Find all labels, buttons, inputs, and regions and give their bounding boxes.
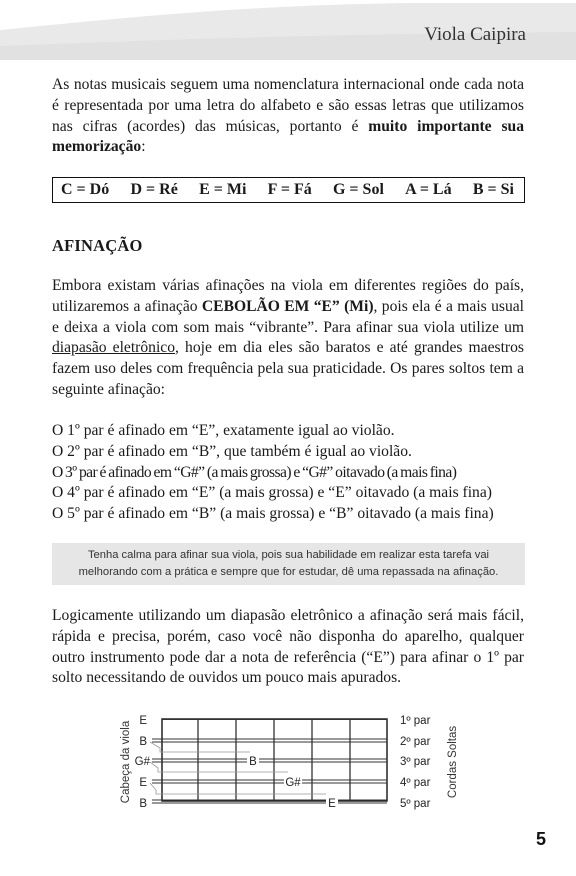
string-note-4: E bbox=[139, 777, 147, 789]
note-b: B = Si bbox=[472, 181, 514, 198]
string-note-1: E bbox=[139, 715, 147, 727]
note-f: F = Fá bbox=[267, 181, 312, 198]
pair-label-2: 2º par bbox=[400, 736, 431, 748]
note-c: C = Dó bbox=[61, 181, 110, 198]
tip-box bbox=[52, 543, 525, 585]
pairs-list bbox=[52, 421, 526, 525]
tuning-diagram bbox=[0, 704, 576, 844]
intro-paragraph bbox=[52, 75, 524, 158]
headstock-label: Cabeça da viola bbox=[120, 720, 132, 804]
fret-note-gsharp: G# bbox=[285, 777, 301, 789]
tuning-part2: , pois ela é a mais usual e deixa a viola com som mais “vibrante”. Para afinar sua viola utilize um bbox=[52, 297, 525, 336]
tuning-bold: CEBOLÃO EM “E” (Mi) bbox=[201, 297, 374, 315]
note-d: D = Ré bbox=[130, 181, 178, 198]
string-pair-2 bbox=[152, 739, 387, 742]
note-g: G = Sol bbox=[332, 181, 384, 198]
string-note-5: B bbox=[139, 798, 147, 810]
tip-line-2: melhorando com a prática e sempre que for estudar, dê uma repassada na afinação. bbox=[78, 566, 499, 578]
pair-label-1: 1º par bbox=[400, 715, 431, 727]
pair-line-1: O 1º par é afinado em “E”, exatamente igual ao violão. bbox=[52, 422, 395, 439]
note-e: E = Mi bbox=[199, 181, 247, 198]
page-number: 5 bbox=[535, 829, 546, 849]
fret-note-b: B bbox=[249, 756, 257, 768]
tuner-underlined: diapasão eletrônico bbox=[52, 339, 176, 357]
intro-bold: muito importante sua memorização bbox=[52, 117, 524, 156]
pair-label-5: 5º par bbox=[400, 798, 431, 810]
pair-label-4: 4º par bbox=[400, 777, 431, 789]
pair-line-5: O 5º par é afinado em “B” (a mais grossa) e “B” oitavado (a mais fina) bbox=[52, 505, 494, 523]
running-header-title: Viola Caipira bbox=[424, 24, 526, 45]
tip-line-1: Tenha calma para afinar sua viola, pois sua habilidade em realizar esta tarefa vai bbox=[87, 549, 490, 561]
tuning-part3: , hoje em dia eles são baratos e até grandes maestros fazem uso deles com frequência pela sua praticidade. Os pares soltos tem a seguinte afinação: bbox=[52, 339, 524, 398]
string-note-2: B bbox=[139, 736, 147, 748]
string-note-3: G# bbox=[134, 756, 150, 768]
intro-text: As notas musicais seguem uma nomenclatura internacional onde cada nota é representada por uma letra do alfabeto e são essas letras que utilizamos nas cifras (acordes) das músicas, portanto é bbox=[52, 76, 524, 135]
final-paragraph: Logicamente utilizando um diapasão eletrônico a afinação será mais fácil, rápida e precisa, porém, caso você não disponha do aparelho, qualquer outro instrumento pode dar a nota de referência (“E”) para afinar o 1º par solto necessitando de ouvidos um pouco mais apurados. bbox=[52, 607, 524, 687]
tuning-paragraph bbox=[52, 276, 524, 401]
pair-line-3: O 3º par é afinado em “G#” (a mais grossa) e “G#” oitavado (a mais fina) bbox=[52, 463, 457, 481]
open-strings-label: Cordas Soltas bbox=[447, 725, 459, 799]
pair-line-2: O 2º par é afinado em “B”, que também é igual ao violão. bbox=[52, 442, 412, 460]
note-names-box bbox=[52, 177, 525, 203]
note-a: A = Lá bbox=[405, 181, 452, 198]
string-pair-3 bbox=[152, 759, 387, 762]
pair-label-3: 3º par bbox=[400, 756, 431, 768]
section-heading: AFINAÇÃO bbox=[52, 236, 143, 255]
tuning-part1: Embora existam várias afinações na viola em diferentes regiões do país, utilizaremos a afinação bbox=[52, 277, 524, 315]
string-pair-4 bbox=[152, 780, 387, 783]
intro-end: : bbox=[141, 138, 146, 156]
fret-note-e: E bbox=[328, 798, 336, 810]
pair-line-4: O 4º par é afinado em “E” (a mais grossa) e “E” oitavado (a mais fina) bbox=[52, 484, 492, 502]
